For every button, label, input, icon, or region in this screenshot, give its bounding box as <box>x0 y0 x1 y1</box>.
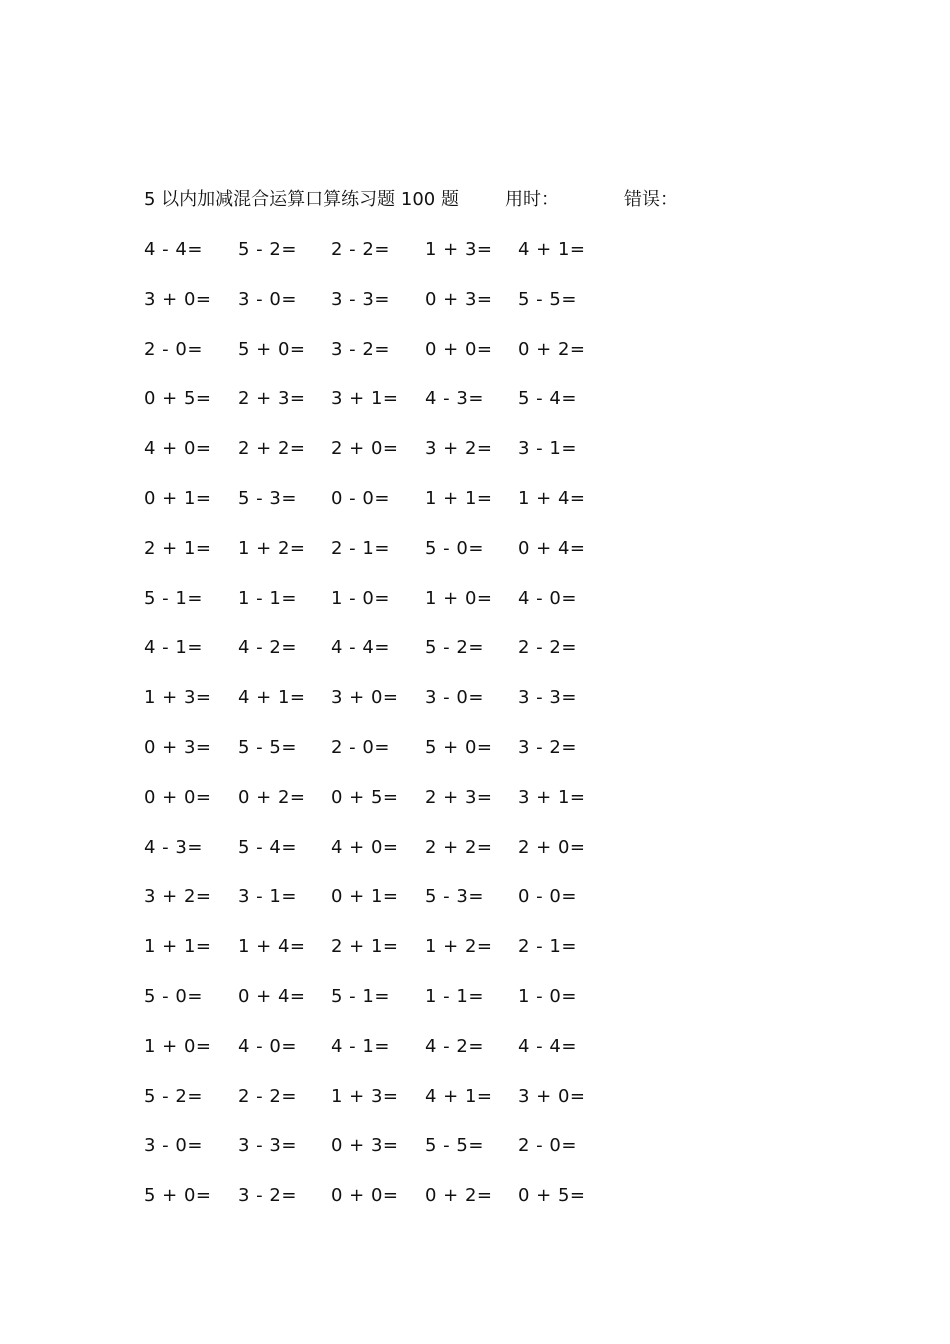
problem-item: 0 - 0= <box>331 487 390 509</box>
problem-row <box>144 933 644 983</box>
problem-item: 2 - 0= <box>144 338 203 360</box>
problem-row <box>144 1132 644 1182</box>
problem-item: 0 + 4= <box>238 985 306 1007</box>
problem-item: 5 - 2= <box>144 1085 203 1107</box>
problem-row <box>144 385 644 435</box>
problem-item: 5 - 2= <box>425 637 484 659</box>
problem-item: 3 - 2= <box>518 736 577 758</box>
problem-item: 3 - 2= <box>238 1185 297 1207</box>
problem-item: 1 + 3= <box>425 239 493 260</box>
problem-item: 2 + 1= <box>144 537 212 559</box>
problem-item: 3 - 3= <box>238 1135 297 1157</box>
problem-item: 3 + 2= <box>425 438 493 460</box>
problem-item: 2 - 1= <box>331 537 390 559</box>
problem-item: 2 + 0= <box>518 836 586 858</box>
problem-item: 2 - 2= <box>331 239 390 260</box>
problem-item: 0 + 3= <box>144 736 212 758</box>
problem-item: 2 + 0= <box>331 438 399 460</box>
problem-row <box>144 535 644 585</box>
problem-item: 4 - 2= <box>425 1035 484 1057</box>
problem-item: 1 + 1= <box>425 487 493 509</box>
problem-item: 2 - 2= <box>238 1085 297 1107</box>
problem-row <box>144 336 644 386</box>
problem-item: 3 + 1= <box>331 388 399 410</box>
problem-row <box>144 983 644 1033</box>
problem-item: 0 + 0= <box>425 338 493 360</box>
problem-row <box>144 784 644 834</box>
problem-item: 5 - 0= <box>144 985 203 1007</box>
problem-item: 1 - 1= <box>425 985 484 1007</box>
problem-item: 3 + 1= <box>518 786 586 808</box>
problem-item: 3 - 0= <box>144 1135 203 1157</box>
problem-item: 0 + 1= <box>144 487 212 509</box>
problem-item: 4 + 1= <box>425 1085 493 1107</box>
problem-grid <box>144 236 644 1232</box>
problem-item: 5 - 4= <box>238 836 297 858</box>
problem-item: 5 - 2= <box>238 239 297 260</box>
problem-item: 4 + 1= <box>238 687 306 709</box>
problem-item: 2 + 3= <box>425 786 493 808</box>
problem-item: 0 + 3= <box>425 288 493 310</box>
problem-item: 5 - 3= <box>425 886 484 908</box>
problem-item: 0 + 2= <box>518 338 586 360</box>
problem-item: 4 + 0= <box>331 836 399 858</box>
problem-row <box>144 834 644 884</box>
problem-item: 1 + 4= <box>518 487 586 509</box>
problem-item: 3 - 1= <box>238 886 297 908</box>
problem-row <box>144 883 644 933</box>
problem-item: 1 - 1= <box>238 587 297 609</box>
problem-item: 3 - 2= <box>331 338 390 360</box>
problem-item: 3 - 3= <box>518 687 577 709</box>
problem-item: 1 + 3= <box>331 1085 399 1107</box>
problem-item: 3 - 1= <box>518 438 577 460</box>
problem-item: 3 - 0= <box>238 288 297 310</box>
problem-item: 4 - 4= <box>144 239 203 260</box>
problem-item: 5 - 5= <box>518 288 577 310</box>
problem-item: 1 + 4= <box>238 936 306 958</box>
problem-item: 1 + 0= <box>144 1035 212 1057</box>
problem-item: 0 + 0= <box>144 786 212 808</box>
worksheet-header <box>144 186 844 214</box>
problem-item: 1 + 1= <box>144 936 212 958</box>
problem-item: 2 + 3= <box>238 388 306 410</box>
problem-item: 4 - 4= <box>331 637 390 659</box>
problem-row <box>144 1083 644 1133</box>
problem-item: 3 - 0= <box>425 687 484 709</box>
problem-item: 5 - 1= <box>331 985 390 1007</box>
problem-item: 1 + 3= <box>144 687 212 709</box>
problem-row <box>144 734 644 784</box>
problem-item: 0 + 5= <box>331 786 399 808</box>
problem-item: 4 - 2= <box>238 637 297 659</box>
problem-item: 0 + 3= <box>331 1135 399 1157</box>
problem-row <box>144 1182 644 1232</box>
problem-item: 3 + 0= <box>144 288 212 310</box>
problem-item: 4 - 3= <box>425 388 484 410</box>
problem-item: 4 - 4= <box>518 1035 577 1057</box>
problem-item: 2 + 2= <box>238 438 306 460</box>
problem-item: 0 - 0= <box>518 886 577 908</box>
problem-item: 1 - 0= <box>331 587 390 609</box>
problem-item: 0 + 5= <box>144 388 212 410</box>
problem-item: 4 + 0= <box>144 438 212 460</box>
problem-item: 0 + 2= <box>425 1185 493 1207</box>
problem-item: 1 + 2= <box>238 537 306 559</box>
worksheet-title: 5 以内加减混合运算口算练习题 100 题 <box>144 189 459 210</box>
errors-label: 错误： <box>624 189 678 210</box>
problem-item: 4 - 1= <box>331 1035 390 1057</box>
problem-item: 3 + 0= <box>518 1085 586 1107</box>
problem-item: 0 + 0= <box>331 1185 399 1207</box>
problem-item: 3 + 2= <box>144 886 212 908</box>
problem-item: 5 - 4= <box>518 388 577 410</box>
problem-item: 5 - 3= <box>238 487 297 509</box>
problem-item: 1 - 0= <box>518 985 577 1007</box>
problem-item: 2 - 2= <box>518 637 577 659</box>
problem-item: 3 + 0= <box>331 687 399 709</box>
problem-item: 5 - 1= <box>144 587 203 609</box>
problem-item: 0 + 5= <box>518 1185 586 1207</box>
problem-item: 5 + 0= <box>425 736 493 758</box>
problem-item: 1 + 0= <box>425 587 493 609</box>
problem-item: 2 - 0= <box>331 736 390 758</box>
problem-item: 1 + 2= <box>425 936 493 958</box>
problem-item: 4 - 0= <box>518 587 577 609</box>
problem-row <box>144 585 644 635</box>
problem-row <box>144 684 644 734</box>
problem-row <box>144 435 644 485</box>
problem-item: 2 - 0= <box>518 1135 577 1157</box>
problem-row <box>144 1033 644 1083</box>
problem-item: 2 - 1= <box>518 936 577 958</box>
problem-row <box>144 286 644 336</box>
problem-item: 0 + 2= <box>238 786 306 808</box>
problem-item: 0 + 1= <box>331 886 399 908</box>
problem-row <box>144 485 644 535</box>
problem-item: 4 - 1= <box>144 637 203 659</box>
problem-item: 2 + 2= <box>425 836 493 858</box>
problem-item: 0 + 4= <box>518 537 586 559</box>
problem-item: 5 - 5= <box>425 1135 484 1157</box>
problem-row <box>144 236 644 286</box>
problem-item: 3 - 3= <box>331 288 390 310</box>
problem-item: 5 + 0= <box>144 1185 212 1207</box>
time-used-label: 用时： <box>505 189 559 210</box>
problem-item: 5 - 0= <box>425 537 484 559</box>
problem-item: 5 + 0= <box>238 338 306 360</box>
problem-item: 4 + 1= <box>518 239 586 260</box>
problem-item: 2 + 1= <box>331 936 399 958</box>
problem-item: 4 - 3= <box>144 836 203 858</box>
problem-item: 4 - 0= <box>238 1035 297 1057</box>
problem-item: 5 - 5= <box>238 736 297 758</box>
problem-row <box>144 634 644 684</box>
